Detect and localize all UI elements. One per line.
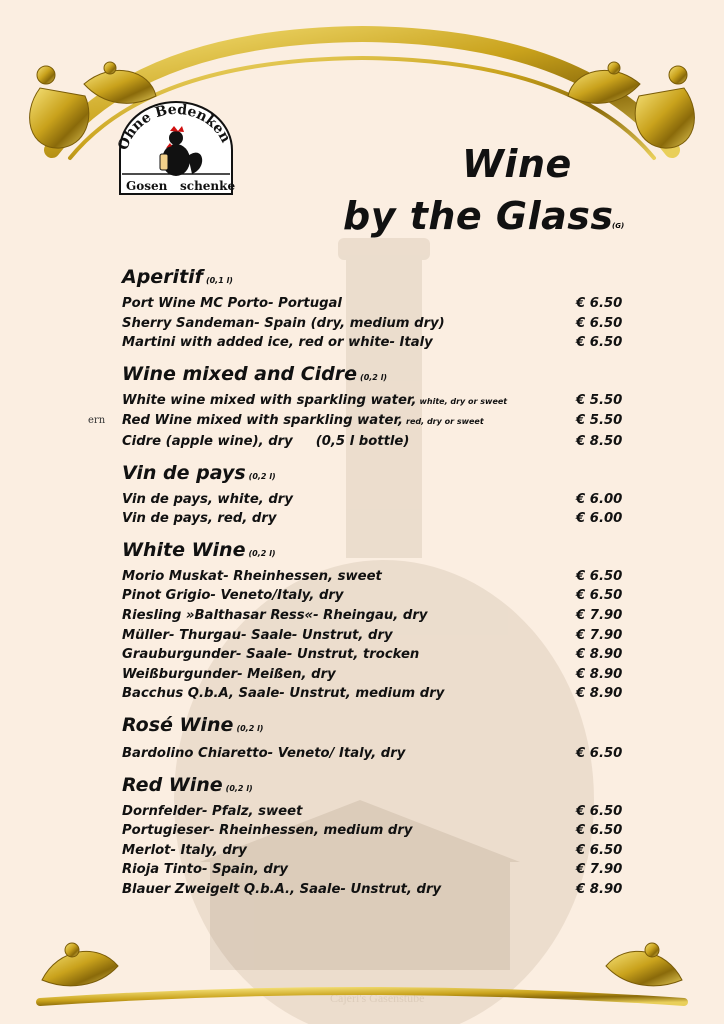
- item-price: € 6.50: [576, 296, 623, 311]
- section-title: Aperitif: [122, 266, 203, 288]
- item-price: € 8.90: [576, 666, 623, 682]
- item-name: Dornfelder- Pfalz, sweet: [122, 803, 303, 819]
- item-price: € 6.50: [576, 568, 623, 584]
- item-price: € 8.90: [576, 647, 623, 663]
- item-name: Vin de pays, white, dry: [122, 491, 293, 507]
- menu-item: [122, 841, 628, 861]
- section-heading: [122, 266, 628, 292]
- item-name: Bardolino Chiaretto- Veneto/ Italy, dry: [122, 745, 406, 761]
- item-price: € 5.50: [576, 392, 623, 408]
- page-title-line-2: by the Glass: [343, 194, 614, 238]
- menu-item: [122, 860, 628, 880]
- menu-item: [122, 333, 628, 353]
- page-title-line-1: Wine: [462, 142, 572, 186]
- item-name: Blauer Zweigelt Q.b.A., Saale- Unstrut, dry: [122, 881, 442, 897]
- logo-arc-text: Ohne Bedenken: [115, 101, 234, 153]
- item-name: White wine mixed with sparkling water,: [122, 392, 417, 408]
- item-price: € 8.90: [576, 686, 623, 702]
- menu-item: [122, 586, 628, 606]
- menu-item: [122, 606, 628, 626]
- section-heading: [122, 714, 628, 740]
- item-name: Vin de pays, red, dry: [122, 511, 277, 527]
- menu-item: [122, 411, 628, 432]
- item-price: € 8.50: [576, 433, 623, 449]
- section-title: Rosé Wine: [122, 713, 234, 736]
- logo-right-text: schenke: [180, 179, 236, 193]
- item-price: € 6.50: [576, 335, 623, 351]
- menu-item: [122, 802, 628, 822]
- menu-item: [122, 314, 628, 334]
- item-name: Bacchus Q.b.A, Saale- Unstrut, medium dry: [122, 686, 445, 702]
- menu-item: [122, 432, 628, 452]
- section-red-wine: [122, 774, 628, 900]
- menu-item: [122, 645, 628, 665]
- item-name: Weißburgunder- Meißen, dry: [122, 666, 336, 682]
- side-note: ern: [88, 415, 106, 426]
- section-wine-mixed-and-cidre: [122, 363, 628, 452]
- item-price: € 6.50: [576, 315, 623, 331]
- section-title: White Wine: [122, 538, 246, 561]
- item-name: Morio Muskat- Rheinhessen, sweet: [122, 568, 382, 584]
- item-note: white, dry or sweet: [419, 396, 508, 406]
- item-price: € 8.90: [576, 881, 623, 897]
- menu-item: [122, 821, 628, 841]
- section-heading: [122, 462, 628, 488]
- section-unit: (0,2 l): [236, 723, 264, 733]
- item-price: € 5.50: [576, 413, 623, 429]
- menu-item: [122, 665, 628, 685]
- title-mark: (G): [612, 222, 625, 230]
- item-price: € 6.50: [576, 823, 623, 839]
- logo-left-text: Gosen: [126, 179, 168, 193]
- section-unit: (0,2 l): [225, 783, 253, 793]
- wine-menu: [122, 266, 628, 909]
- menu-item: [122, 391, 628, 412]
- section-heading: [122, 539, 628, 565]
- item-name: Port Wine MC Porto- Portugal: [122, 296, 342, 311]
- menu-item: [122, 567, 628, 587]
- item-name: Portugieser- Rheinhessen, medium dry: [122, 823, 413, 839]
- item-name: Riesling »Balthasar Ress«- Rheingau, dry: [122, 607, 428, 623]
- menu-item: [122, 684, 628, 704]
- section-unit: (0,2 l): [248, 471, 276, 481]
- item-price: € 6.50: [576, 745, 623, 761]
- item-price: € 6.00: [576, 491, 623, 507]
- item-price: € 7.90: [576, 607, 623, 623]
- item-price: € 6.00: [576, 511, 623, 527]
- item-price: € 6.50: [576, 588, 623, 604]
- section-title: Wine mixed and Cidre: [122, 362, 358, 385]
- section-heading: [122, 774, 628, 800]
- section-vin-de-pays: [122, 462, 628, 529]
- item-price: € 7.90: [576, 627, 623, 643]
- section-aperitif: [122, 266, 628, 353]
- item-price: € 6.50: [576, 803, 623, 819]
- section-rose-wine: [122, 714, 628, 764]
- item-name: Müller- Thurgau- Saale- Unstrut, dry: [122, 627, 393, 643]
- item-note: red, dry or sweet: [406, 417, 484, 427]
- menu-item: [122, 626, 628, 646]
- menu-item: [122, 490, 628, 510]
- watermark-building-text: Cajeri's Gasenstube: [330, 991, 425, 1005]
- section-unit: (0,1 l): [205, 276, 233, 285]
- menu-item: [122, 880, 628, 900]
- item-name: Pinot Grigio- Veneto/Italy, dry: [122, 588, 344, 604]
- section-unit: (0,2 l): [248, 548, 276, 558]
- item-name: Red Wine mixed with sparkling water,: [122, 413, 404, 429]
- menu-item: [122, 294, 628, 314]
- item-name: Grauburgunder- Saale- Unstrut, trocken: [122, 647, 420, 663]
- section-unit: (0,2 l): [360, 372, 388, 382]
- section-heading: [122, 363, 628, 389]
- section-title: Red Wine: [122, 773, 223, 796]
- menu-item: [122, 509, 628, 529]
- item-name: Merlot- Italy, dry: [122, 842, 247, 858]
- item-name: Martini with added ice, red or white- Italy: [122, 335, 433, 351]
- section-white-wine: [122, 539, 628, 704]
- item-name: Sherry Sandeman- Spain (dry, medium dry): [122, 315, 445, 331]
- item-name: Rioja Tinto- Spain, dry: [122, 862, 288, 878]
- item-price: € 7.90: [576, 862, 623, 878]
- section-title: Vin de pays: [122, 461, 246, 484]
- item-price: € 6.50: [576, 842, 623, 858]
- item-name: Cidre (apple wine), dry (0,5 l bottle): [122, 433, 410, 449]
- restaurant-logo: [112, 98, 240, 198]
- menu-item: [122, 744, 628, 764]
